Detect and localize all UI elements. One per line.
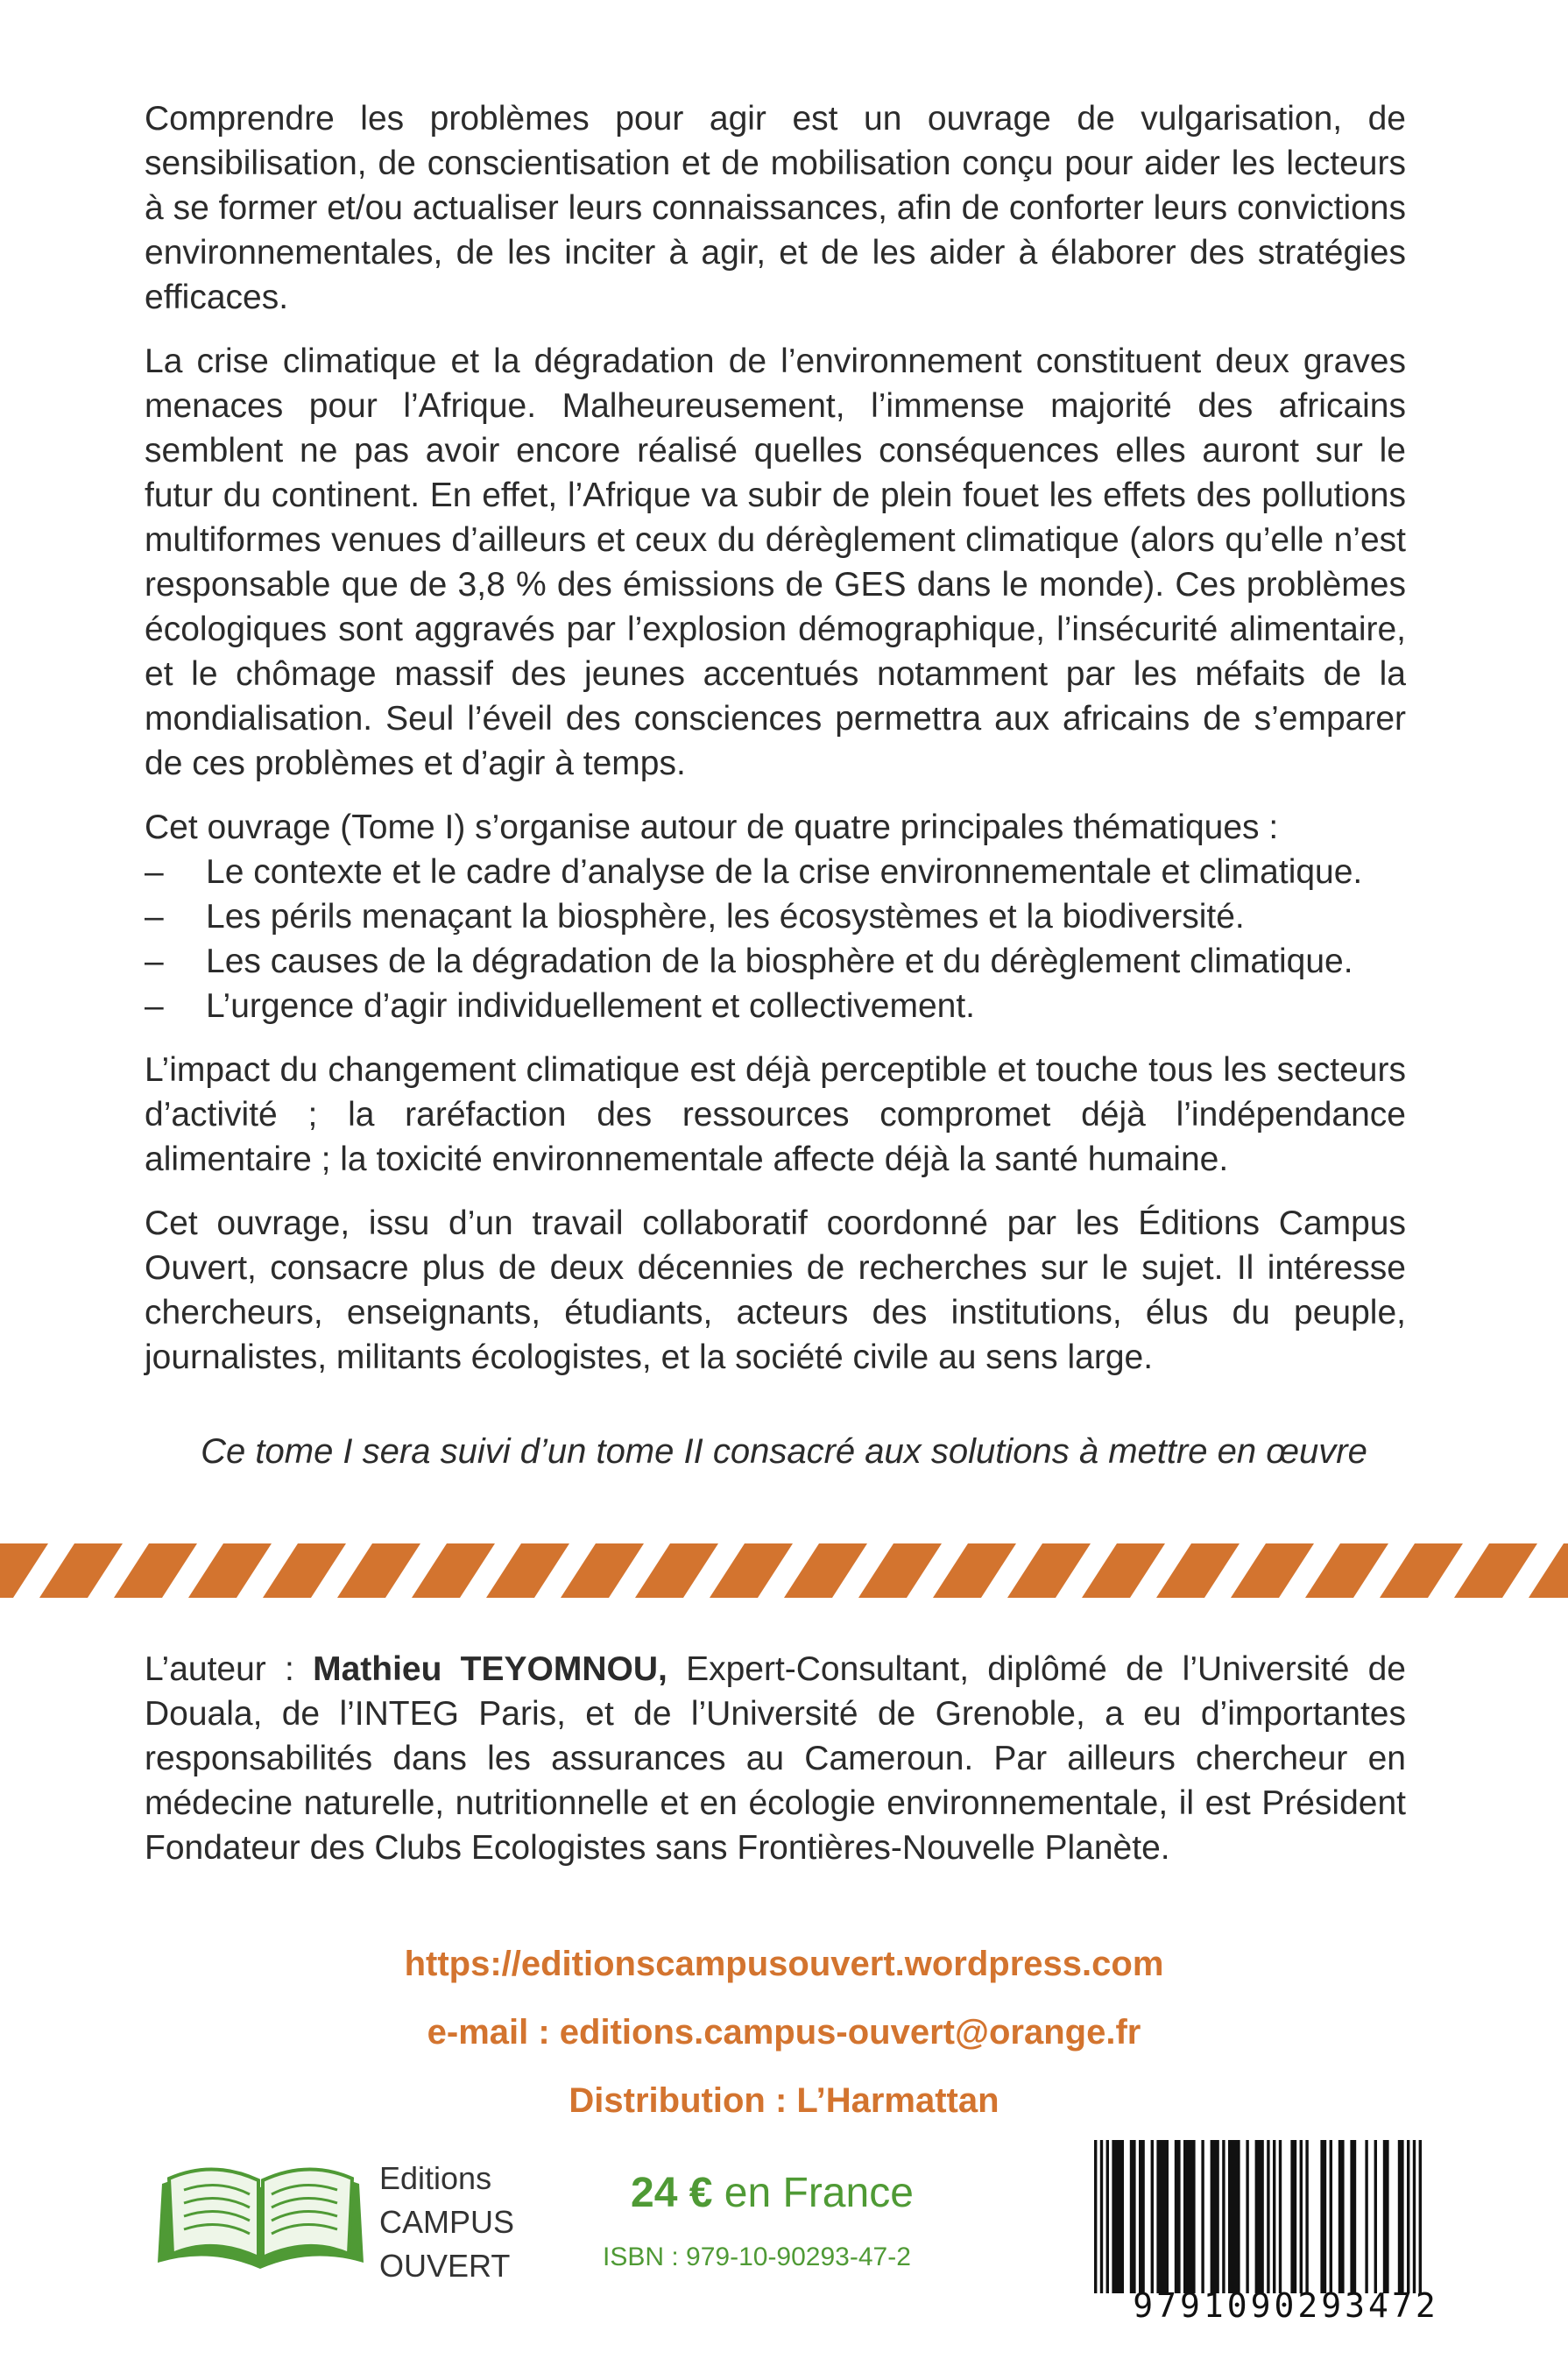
barcode-bar [1130,2140,1136,2293]
intro-paragraph-4: L’impact du changement climatique est déjà perceptible et touche tous les secteurs d’activité ; la raréfaction des ressources compromet déjà l’indépendance alimentaire ; la toxicité environnementale affecte déjà la santé humaine. [145,1051,1406,1178]
themes-heading: Cet ouvrage (Tome I) s’organise autour de quatre principales thématiques : [145,809,1279,846]
barcode-bar [1201,2140,1204,2293]
hazard-stripe-divider [0,1543,1568,1598]
barcode-bar [1419,2140,1422,2293]
author-bio [145,1647,1406,1870]
barcode-bar [1156,2140,1169,2293]
intro-paragraph-2: La crise climatique et la dégradation de l’environnement constituent deux graves menaces pour l’Afrique. Malheureusement, l’immense majorité des africains semblent ne pas avoir encore réalisé quelles conséquences elles auront sur le futur du continent. En effet, l’Afrique va subir de plein fouet les effets des pollutions multiformes venues d’ailleurs et ceux du dérèglement climatique (alors qu’elle n’est responsable que de 3,8 % des émissions de GES dans le monde). Ces problèmes écologiques sont aggravés par l’explosion démographique, l’insécurité alimentaire, et le chômage massif des jeunes accentués notamment par les méfaits de la mondialisation. Seul l’éveil des consciences permettra aux africains de s’emparer de ces problèmes et d’agir à temps. [145,343,1406,782]
isbn: ISBN : 979-10-90293-47-2 [603,2242,911,2271]
barcode-bar [1228,2140,1240,2293]
author-description: Expert-Consultant, diplômé de l’Université de Douala, de l’INTEG Paris, et de l’Université de Grenoble, a eu d’importantes responsabilités dans les assurances au Cameroun. Par ailleurs chercheur en médecine naturelle, nutritionnelle et en écologie environnementale, il est Président Fondateur des Clubs Ecologistes sans Frontières-Nouvelle Planète. [145,1650,1406,1867]
publisher-line-2: CAMPUS [379,2204,515,2240]
list-item [145,850,1406,894]
barcode-bar [1374,2140,1377,2293]
price [631,2169,914,2217]
publisher-line-3: OUVERT [379,2248,511,2284]
author-label: L’auteur : [145,1650,294,1688]
list-item [145,894,1406,939]
list-dash: – [145,898,164,936]
barcode-bar [1338,2140,1345,2293]
barcode-bar [1211,2140,1219,2293]
website-link[interactable]: https://editionscampusouvert.wordpress.com [404,1945,1164,1983]
barcode-bar [1365,2140,1367,2293]
sequel-note: Ce tome I sera suivi d’un tome II consacré aux solutions à mettre en œuvre [201,1432,1367,1471]
barcode-bar [1112,2140,1124,2293]
barcode-bar [1350,2140,1356,2293]
barcode-bar [1290,2140,1296,2293]
theme-text: L’urgence d’agir individuellement et collectivement. [206,987,975,1025]
publisher-name [379,2157,514,2288]
barcode-bar [1320,2140,1326,2293]
distribution-line: Distribution : L’Harmattan [569,2081,999,2120]
barcode-bar [1305,2140,1308,2293]
barcode-bar [1407,2140,1409,2293]
list-item [145,984,1406,1028]
theme-text: Le contexte et le cadre d’analyse de la crise environnementale et climatique. [206,853,1363,891]
list-dash: – [145,987,164,1025]
barcode-bar [1398,2140,1404,2293]
price-label: en France [724,2170,914,2216]
barcode-bar [1246,2140,1248,2293]
barcode-bar [1267,2140,1269,2293]
theme-text: Les périls menaçant la biosphère, les écosystèmes et la biodiversité. [206,898,1245,936]
barcode-bar [1094,2140,1097,2293]
list-dash: – [145,943,164,980]
intro-paragraph-1: Comprendre les problèmes pour agir est un ouvrage de vulgarisation, de sensibilisation, de conscientisation et de mobilisation conçu pour aider les lecteurs à se former et/ou actualiser leurs connaissances, afin de conforter leurs convictions environnementales, de les inciter à agir, et de les aider à élaborer des stratégies efficaces. [145,100,1406,316]
publisher-line-1: Editions [379,2160,492,2196]
barcode-bar [1330,2140,1332,2293]
barcode-bar [1279,2140,1282,2293]
theme-text: Les causes de la dégradation de la biosphère et du dérèglement climatique. [206,943,1353,980]
price-amount: 24 € [631,2170,713,2216]
list-item [145,939,1406,984]
barcode-bar [1100,2140,1103,2293]
themes-list [145,850,1406,1028]
back-cover-text [145,96,1406,1399]
open-book-logo-icon [153,2151,368,2282]
intro-paragraph-5: Cet ouvrage, issu d’un travail collaboratif coordonné par les Éditions Campus Ouvert, consacre plus de deux décennies de recherches sur le sujet. Il intéresse chercheurs, enseignants, étudiants, acteurs des institutions, élus du peuple, journalistes, militants écologistes, et la société civile au sens large. [145,1204,1406,1376]
barcode-bar [1383,2140,1389,2293]
email-link[interactable]: e-mail : editions.campus-ouvert@orange.fr [427,2013,1141,2052]
barcode-bars [1091,2140,1494,2293]
barcode-bar [1106,2140,1109,2293]
author-name: Mathieu TEYOMNOU, [313,1650,667,1688]
barcode-bar [1273,2140,1275,2293]
barcode-digits: 9791090293472 [1133,2286,1439,2325]
list-dash: – [145,853,164,891]
barcode-bar [1139,2140,1145,2293]
barcode-bar [1300,2140,1303,2293]
barcode-bar [1255,2140,1264,2293]
barcode-bar [1222,2140,1225,2293]
barcode-bar [1151,2140,1154,2293]
barcode-bar [1183,2140,1196,2293]
barcode-bar [1175,2140,1181,2293]
barcode-bar [1413,2140,1416,2293]
